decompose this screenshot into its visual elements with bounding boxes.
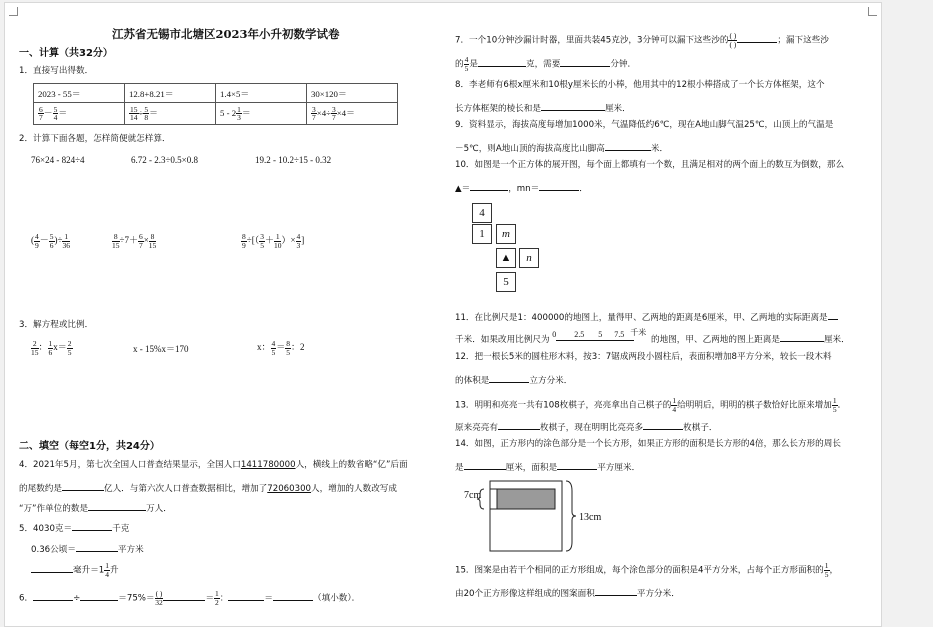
question-2: 2．计算下面各题，怎样简便就怎样算． bbox=[19, 134, 171, 144]
figure-label-left: 7cm bbox=[464, 490, 482, 501]
section-header-fill: 二、填空（每空1分，共24分） bbox=[19, 441, 160, 452]
question-9-line: －5℃，则A地山顶的海拔高度比山脚高 米． bbox=[455, 141, 668, 154]
calc-item-fraction: $\frac{8}{15}$ ÷7＋ $\frac{6}{7}$ × $\frac{8}{15}$ bbox=[112, 232, 157, 250]
question-13-line: 13．明明和亮亮一共有108枚棋子，亮亮拿出自己棋子的 $\frac{1}{4}$ 给明明后，明明的棋子数恰好比原来增加 $\frac{1}{5}$ ． bbox=[455, 396, 847, 414]
answer-blank[interactable] bbox=[72, 521, 112, 531]
fraction: $\frac{6}{7}$ bbox=[39, 104, 43, 122]
page-corner-mark bbox=[868, 7, 877, 16]
fraction: $\frac{5}{8}$ bbox=[144, 104, 149, 122]
page-corner-mark bbox=[9, 7, 18, 16]
answer-blank[interactable] bbox=[828, 310, 838, 320]
answer-blank[interactable] bbox=[478, 57, 526, 67]
fraction: $\frac{5}{4}$ bbox=[53, 104, 58, 122]
question-13-line: 原来亮亮有 枚棋子，现在明明比亮亮多 枚棋子． bbox=[455, 420, 718, 433]
answer-blank[interactable] bbox=[76, 542, 118, 552]
answer-blank[interactable] bbox=[498, 420, 540, 430]
answer-blank[interactable] bbox=[595, 586, 637, 596]
question-12-line: 的体积是 立方分米． bbox=[455, 373, 572, 386]
answer-blank[interactable] bbox=[33, 591, 73, 601]
fraction: $\frac{1}{3}$ bbox=[237, 104, 241, 122]
question-14-line: 是 厘米，面积是 平方厘米． bbox=[455, 460, 640, 473]
answer-blank[interactable] bbox=[273, 591, 313, 601]
question-10-line: 10．如图是一个正方体的展开图，每个面上都填有一个数，且满足相对的两个面上的数互为倒数，那么 bbox=[455, 160, 845, 170]
net-cell: ▲ bbox=[496, 248, 516, 268]
equation-item: x： $\frac{4}{5}$ ＝ $\frac{8}{5}$ ：2 bbox=[257, 339, 305, 357]
question-12-line: 12．把一根长5米的圆柱形木料，按3：7锯成两段小圆柱后，表面积增加8平方分米，较长一段木料 bbox=[455, 352, 832, 362]
answer-blank[interactable] bbox=[737, 33, 777, 43]
answer-blank[interactable] bbox=[80, 591, 118, 601]
question-5-line: 5．4030克＝ 千克 bbox=[19, 521, 129, 534]
question-14-line: 14．如图，正方形内的涂色部分是一个长方形，如果正方形的面积是长方形的4倍，那么长方形的周长 bbox=[455, 439, 841, 449]
answer-blank[interactable] bbox=[557, 460, 597, 470]
scale-bar: 0 2.5 5 7.5 千米 bbox=[552, 328, 647, 339]
answer-blank[interactable] bbox=[489, 373, 529, 383]
question-15-line: 由20个正方形像这样组成的图案面积 平方分米． bbox=[455, 586, 680, 599]
equation-item: x - 15%x＝170 bbox=[133, 344, 189, 354]
question-4-line: 的尾数约是 亿人．与第六次人口普查数据相比，增加了72060300人，增加的人数改写成 bbox=[19, 481, 397, 494]
answer-blank[interactable] bbox=[31, 563, 73, 573]
answer-blank[interactable] bbox=[88, 501, 146, 511]
question-1: 1．直接写出得数． bbox=[19, 66, 94, 76]
table-cell: 2023 - 55＝ bbox=[34, 84, 125, 103]
calc-item: 6.72 - 2.3÷0.5×0.8 bbox=[131, 155, 199, 165]
table-cell: 5 - 2 $\frac{1}{3}$ ＝ bbox=[216, 103, 307, 125]
question-4-line: “万”作单位的数是 万人． bbox=[19, 501, 172, 514]
equation-item: $\frac{2}{15}$ ： $\frac{1}{6}$ x＝ $\frac{2}{5}$ bbox=[31, 339, 72, 357]
question-3: 3．解方程或比例． bbox=[19, 320, 94, 330]
net-cell: n bbox=[519, 248, 539, 268]
fraction: $\frac{15}{14}$ bbox=[130, 104, 138, 122]
mental-math-table bbox=[33, 83, 398, 125]
fraction: $\frac{3}{7}$ bbox=[312, 104, 316, 122]
calc-item: 19.2 - 10.2÷15 - 0.32 bbox=[255, 155, 332, 165]
question-8-line: 8．李老师有6根x厘米和10根y厘米长的小棒，他用其中的12根小棒搭成了一个长方体框架，这个 bbox=[455, 80, 825, 90]
net-cell: 5 bbox=[496, 272, 516, 292]
net-cell: 4 bbox=[472, 203, 492, 223]
question-5-line: 毫升＝1 $\frac{1}{4}$ 升 bbox=[31, 562, 119, 578]
question-10-line: ▲＝ ，mn＝ ． bbox=[455, 181, 588, 194]
question-4-line: 4．2021年5月，第七次全国人口普查结果显示，全国人口1411780000人，横线上的数省略“亿”后面 bbox=[19, 460, 408, 470]
answer-blank[interactable] bbox=[228, 591, 264, 601]
table-cell: $\frac{6}{7}$ － $\frac{5}{4}$ ＝ bbox=[34, 103, 125, 125]
calc-item-fraction: $\frac{8}{9}$ ÷[（ $\frac{3}{5}$ ＋ $\frac{1}{10}$ ）× $\frac{4}{3}$ ] bbox=[242, 232, 305, 250]
calc-item-fraction: ( $\frac{4}{9}$ － $\frac{5}{6}$ )÷ $\frac{1}{36}$ bbox=[31, 232, 70, 250]
section-header-calc: 一、计算（共32分） bbox=[19, 48, 113, 59]
answer-blank[interactable] bbox=[464, 460, 506, 470]
answer-blank[interactable] bbox=[643, 420, 683, 430]
table-cell: 1.4×5＝ bbox=[216, 84, 307, 103]
fraction: $\frac{3}{7}$ bbox=[331, 104, 336, 122]
answer-blank[interactable] bbox=[470, 181, 508, 191]
answer-blank[interactable] bbox=[62, 481, 104, 491]
table-row bbox=[34, 103, 398, 125]
table-cell: 30×120＝ bbox=[307, 84, 398, 103]
question-5-line: 0.36公顷＝ 平方米 bbox=[31, 542, 144, 555]
answer-blank[interactable] bbox=[605, 141, 651, 151]
question-7-line: 的 $\frac{4}{5}$ 是 克，需要 分钟． bbox=[455, 55, 637, 73]
answer-blank[interactable] bbox=[780, 332, 824, 342]
question-9-line: 9．资料显示，海拔高度每增加1000米，气温降低约6℃，现在A地山脚气温25℃，山顶上的气温是 bbox=[455, 120, 834, 130]
net-cell: 1 bbox=[472, 224, 492, 244]
question-6-line: 6． ÷ ＝75%＝ $\frac{( )}{32}$ ＝ $\frac{1}{2}$ ： ＝ （填小数）． bbox=[19, 589, 361, 607]
table-cell: $\frac{15}{14}$ ÷ $\frac{5}{8}$ ＝ bbox=[125, 103, 216, 125]
question-11-line: 11．在比例尺是1：400000的地图上，量得甲、乙两地的距离是6厘米，甲、乙两地的实际距离是 bbox=[455, 310, 838, 323]
figure-label-right: 13cm bbox=[579, 512, 602, 523]
table-cell: $\frac{3}{7}$ ×4÷ $\frac{3}{7}$ ×4＝ bbox=[307, 103, 398, 125]
answer-blank[interactable] bbox=[541, 101, 605, 111]
table-row bbox=[34, 84, 398, 103]
table-cell: 12.8+8.21＝ bbox=[125, 84, 216, 103]
calc-item: 76×24 - 824÷4 bbox=[31, 155, 85, 165]
question-7-line: 7．一个10分钟沙漏计时器，里面共装45克沙，3分钟可以漏下这些沙的 $\frac{( )}{( )}$ ；漏下这些沙 bbox=[455, 31, 829, 49]
question-15-line: 15．图案是由若干个相同的正方形组成，每个涂色部分的面积是4平方分米，占每个正方形面积的 $\frac{1}{5}$ ， bbox=[455, 561, 839, 579]
answer-blank[interactable] bbox=[560, 57, 610, 67]
page-title: 江苏省无锡市北塘区2023年小升初数学试卷 bbox=[112, 27, 340, 41]
net-cell: m bbox=[496, 224, 516, 244]
answer-blank[interactable] bbox=[539, 181, 579, 191]
question-8-line: 长方体框架的棱长和是 厘米． bbox=[455, 101, 631, 114]
answer-blank[interactable] bbox=[163, 591, 205, 601]
question-11-line: 千米．如果改用比例尺为 0 2.5 5 7.5 千米 的地图，甲、乙两地的图上距离是 厘米． bbox=[455, 328, 850, 345]
